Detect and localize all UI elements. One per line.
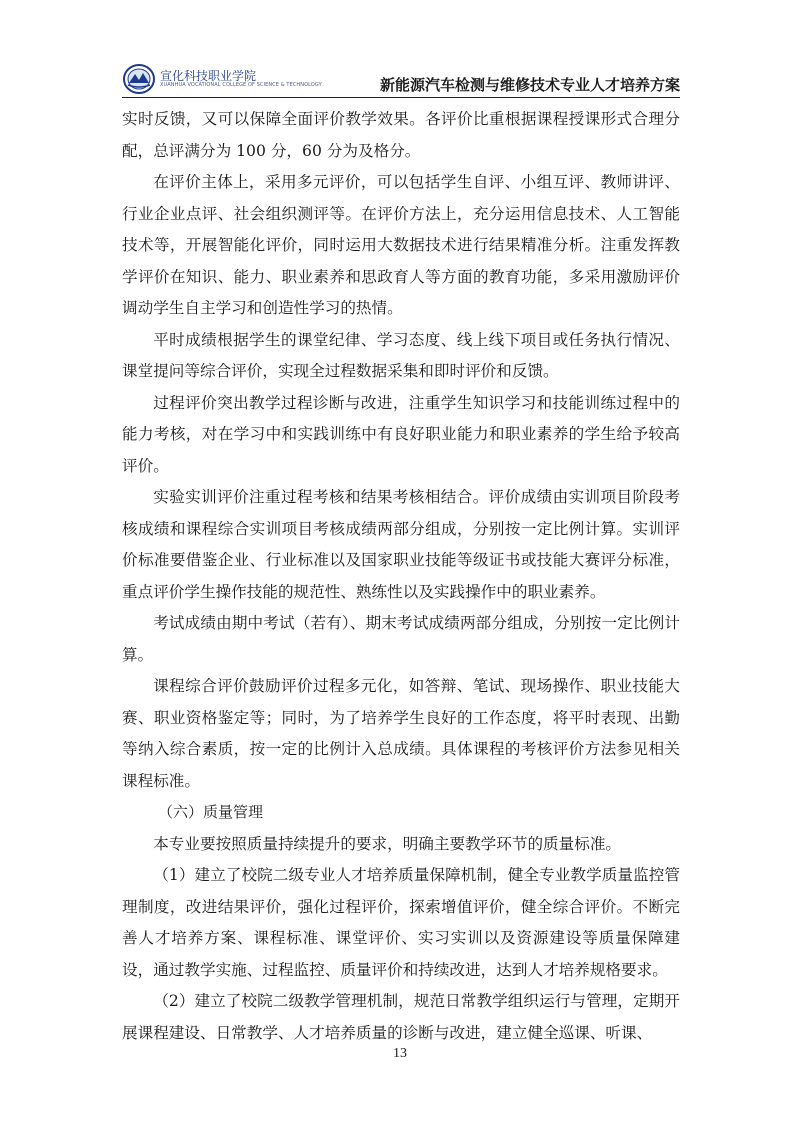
- paragraph: （1）建立了校院二级专业人才培养质量保障机制，健全专业教学质量监控管理制度，改进结果评价，强化过程评价，探索增值评价，健全综合评价。不断完善人才培养方案、课程标准、课堂评价、实习实训以及资源建设等质量保障建设，通过教学实施、过程监控、质量评价和持续改进，达到人才培养规格要求。: [122, 866, 680, 979]
- paragraph: 考试成绩由期中考试（若有）、期末考试成绩两部分组成，分别按一定比例计算。: [122, 614, 680, 664]
- college-name: 宣化科技职业学院: [160, 69, 257, 83]
- section-heading: （六）质量管理: [158, 803, 264, 821]
- paragraph: 课程综合评价鼓励评价过程多元化，如答辩、笔试、现场操作、职业技能大赛、职业资格鉴定等；同时，为了培养学生良好的工作态度，将平时表现、出勤等纳入综合素质，按一定的比例计入总成绩。具体课程的考核评价方法参见相关课程标准。: [122, 677, 680, 790]
- header-divider: [122, 97, 680, 98]
- paragraph: 在评价主体上，采用多元评价，可以包括学生自评、小组互评、教师讲评、行业企业点评、社会组织测评等。在评价方法上，充分运用信息技术、人工智能技术等，开展智能化评价，同时运用大数据技术进行结果精准分析。注重发挥教学评价在知识、能力、职业素养和思政育人等方面的教育功能，多采用激励评价调动学生自主学习和创造性学习的热情。: [122, 173, 680, 317]
- paragraph: 过程评价突出教学过程诊断与改进，注重学生知识学习和技能训练过程中的能力考核，对在学习中和实践训练中有良好职业能力和职业素养的学生给予较高评价。: [122, 393, 680, 475]
- paragraph: （2）建立了校院二级教学管理机制，规范日常教学组织运行与管理，定期开展课程建设、日常教学、人才培养质量的诊断与改进，建立健全巡课、听课、: [122, 992, 680, 1042]
- college-logo: [122, 63, 322, 95]
- page-header: [122, 63, 680, 97]
- document-body: [122, 104, 680, 1049]
- college-emblem-icon: [122, 63, 156, 95]
- college-subtitle: XUANHUA VOCATIONAL COLLEGE OF SCIENCE & TECHNOLOGY: [160, 82, 322, 88]
- paragraph: 实验实训评价注重过程考核和结果考核相结合。评价成绩由实训项目阶段考核成绩和课程综合实训项目考核成绩两部分组成，分别按一定比例计算。实训评价标准要借鉴企业、行业标准以及国家职业技能等级证书或技能大赛评分标准，重点评价学生操作技能的规范性、熟练性以及实践操作中的职业素养。: [122, 488, 680, 601]
- paragraph: 平时成绩根据学生的课堂纪律、学习态度、线上线下项目或任务执行情况、课堂提问等综合评价，实现全过程数据采集和即时评价和反馈。: [122, 330, 680, 380]
- document-title: 新能源汽车检测与维修技术专业人才培养方案: [379, 76, 680, 94]
- page-number: 13: [393, 1046, 407, 1061]
- paragraph: 实时反馈，又可以保障全面评价教学效果。各评价比重根据课程授课形式合理分配，总评满分为 100 分，60 分为及格分。: [122, 110, 680, 160]
- paragraph: 本专业要按照质量持续提升的要求，明确主要教学环节的质量标准。: [153, 834, 622, 853]
